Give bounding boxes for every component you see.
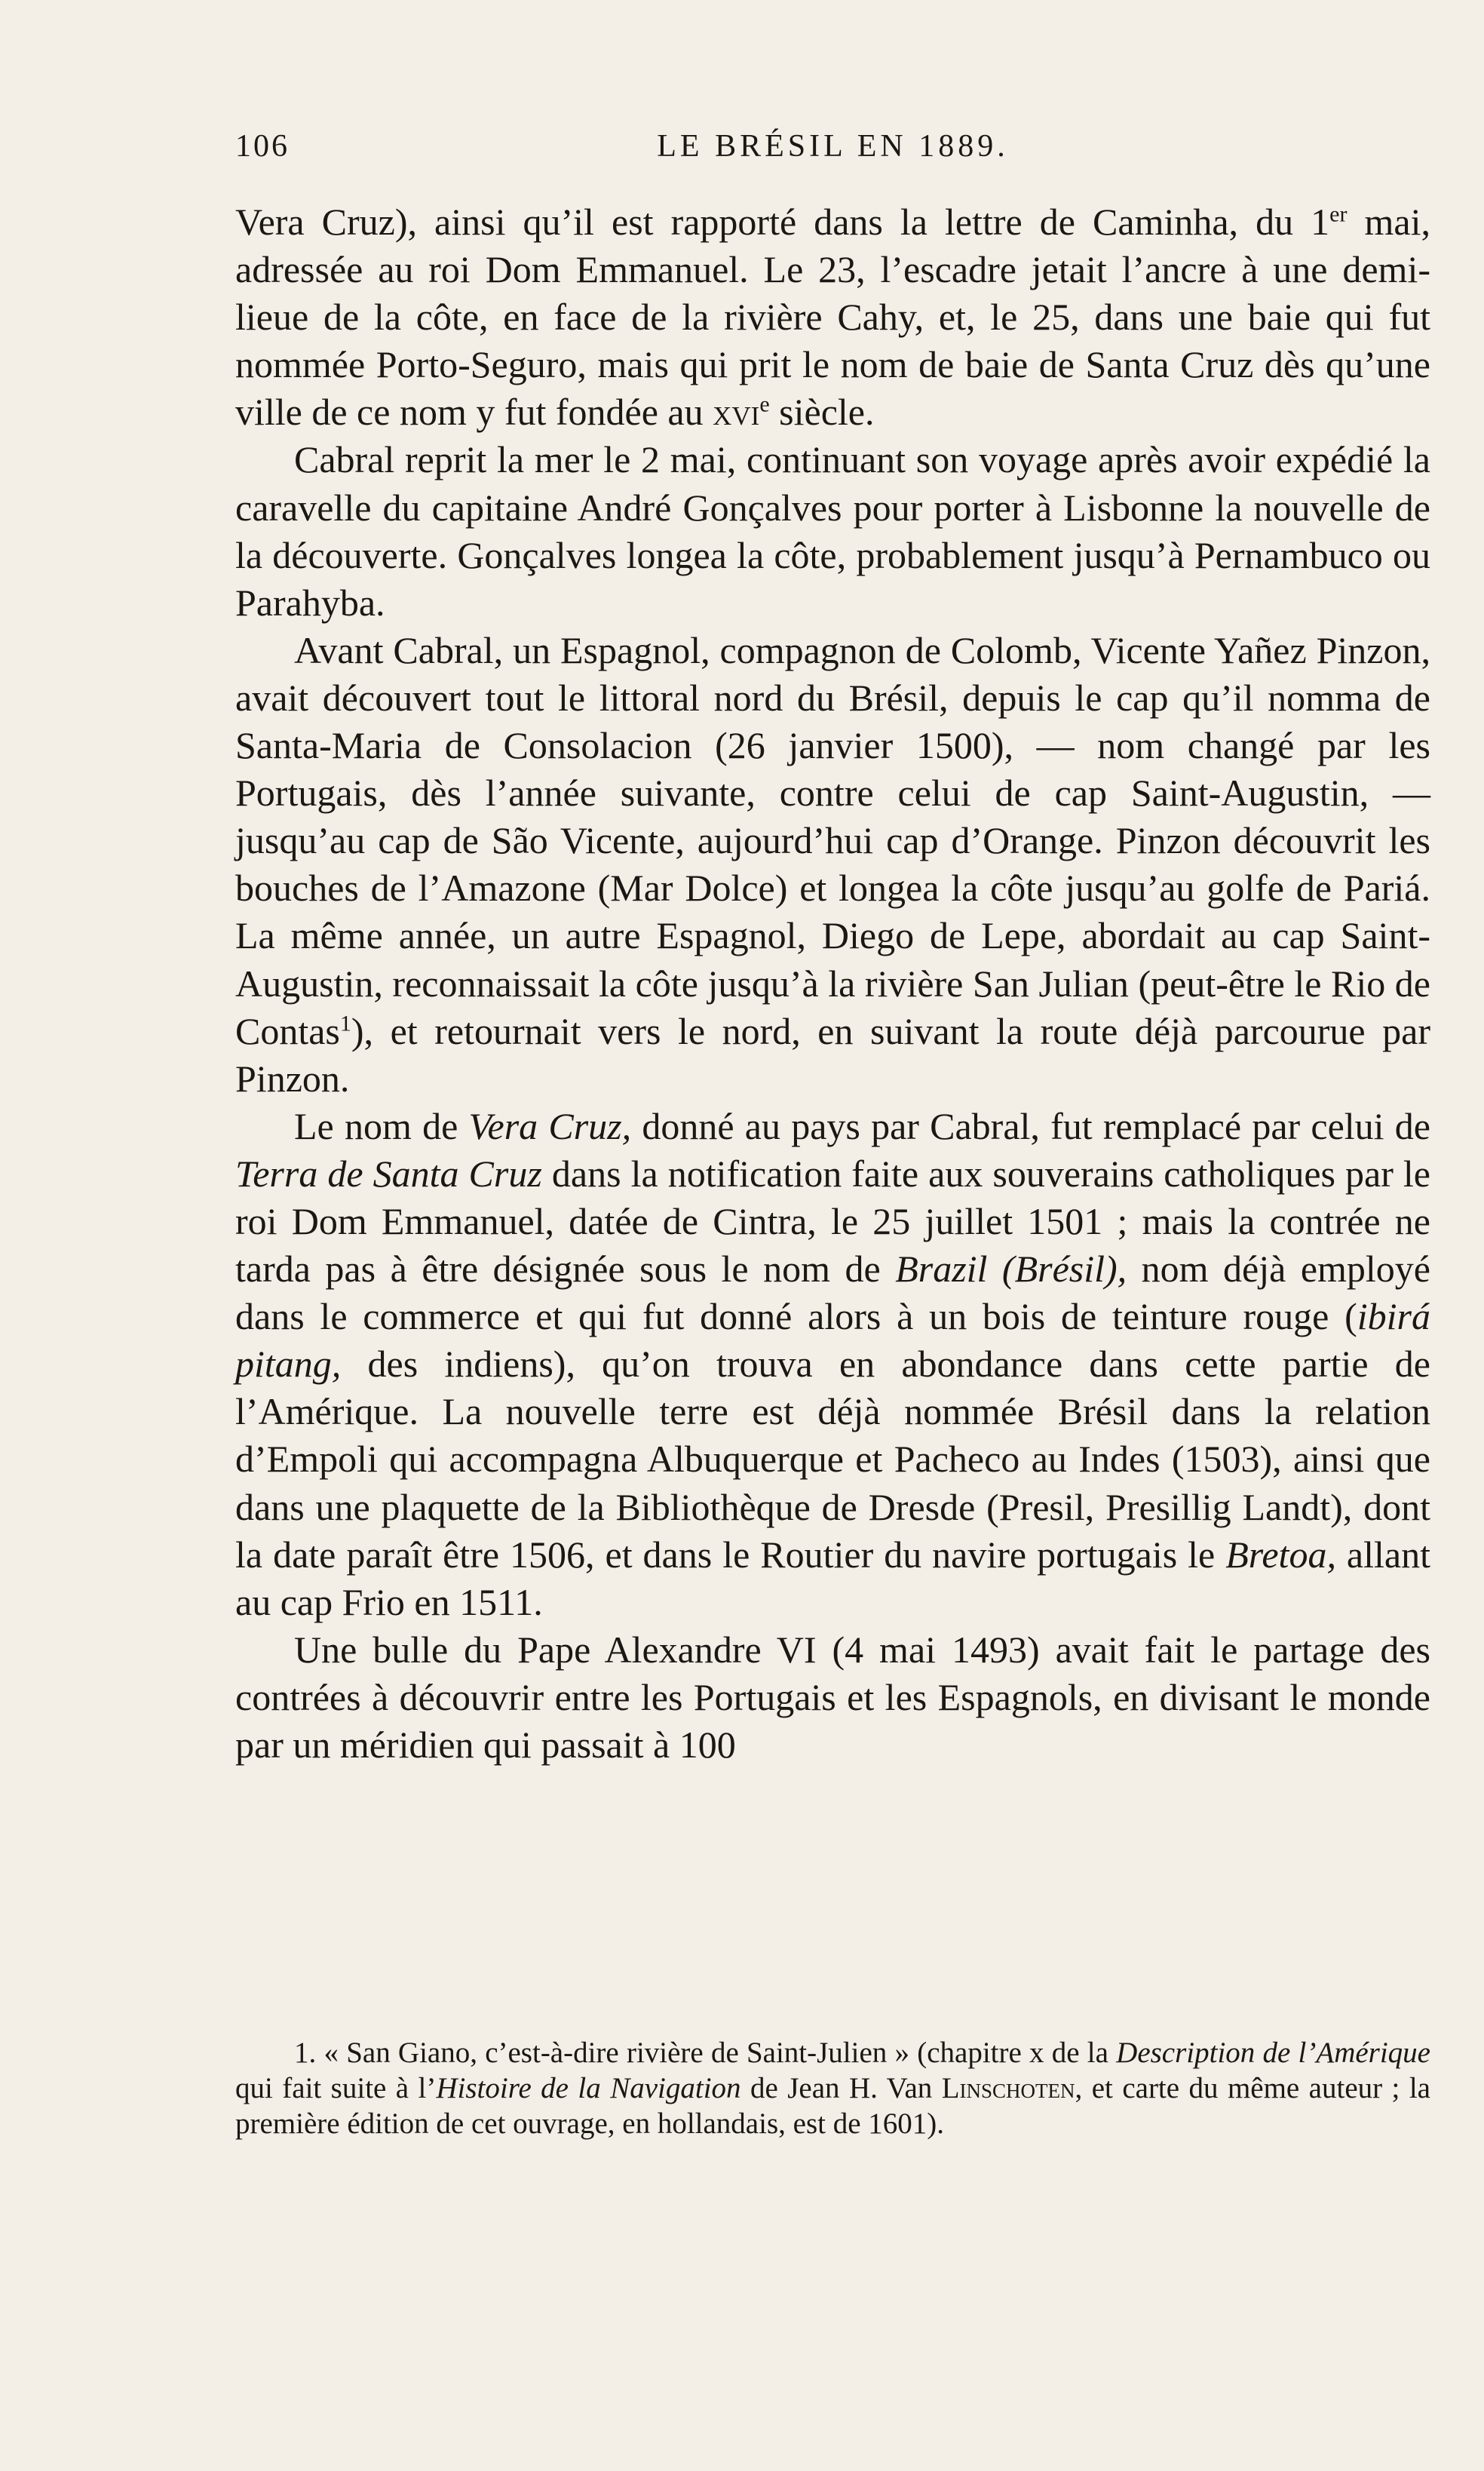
paragraph-5: Une bulle du Pape Alexandre VI (4 mai 1493) avait fait le partage des contrées à découvrir entre les Portugais et les Espagnols, en divisant le monde par un méridien qui passait à 100 — [235, 1628, 1430, 1766]
body-text — [235, 198, 1430, 1769]
paragraph-2: Cabral reprit la mer le 2 mai, continuant son voyage après avoir expédié la caravelle du capitaine André Gonçalves pour porter à Lisbonne la nouvelle de la découverte. Gonçalves longea la côte, probablement jusqu’à Pernambuco ou Parahyba. — [235, 438, 1430, 624]
century-numeral: xvi — [713, 391, 760, 434]
footnote-reference: 1 — [339, 1010, 351, 1036]
page-number: 106 — [235, 129, 290, 164]
footnotes — [235, 2035, 1430, 2141]
paragraph-4: Le nom de Vera Cruz, donné au pays par Cabral, fut remplacé par celui de Terra de Santa Cruz dans la notification faite aux souverains catholiques par le roi Dom Emmanuel, datée de Cintra, le 25 juillet 1501 ; mais la contrée ne tarda pas à être désignée sous le nom de Brazil (Brésil), nom déjà employé dans le commerce et qui fut donné alors à un bois de teinture rouge (ibirá pitang, des indiens), qu’on trouva en abondance dans cette partie de l’Amérique. La nouvelle terre est déjà nommée Brésil dans la relation d’Empoli qui accompagna Albuquerque et Pacheco au Indes (1503), ainsi que dans une plaquette de la Bibliothèque de Dresde (Presil, Presillig Landt), dont la date paraît être 1506, et dans le Routier du navire portugais le Bretoa, allant au cap Frio en 1511. — [235, 1104, 1430, 1623]
footnote-1: 1. « San Giano, c’est-à-dire rivière de Saint-Julien » (chapitre x de la Description de l’Amérique qui fait suite à l’Histoire de la Navigation de Jean H. Van Linschoten, et carte du même auteur ; la première édition de cet ouvrage, en hollandais, est de 1601). — [235, 2037, 1430, 2140]
paragraph-1: Vera Cruz), ainsi qu’il est rapporté dans la lettre de Caminha, du 1er mai, adressée au roi Dom Emmanuel. Le 23, l’escadre jetait l’ancre à une demi-lieue de la côte, en face de la rivière Cahy, et, le 25, dans une baie qui fut nommée Porto-Seguro, mais qui prit le nom de baie de Santa Cruz dès qu’une ville de ce nom y fut fondée au xvi$^e$ siècle. — [235, 201, 1430, 434]
running-title: LE BRÉSIL EN 1889. — [657, 129, 1009, 164]
paragraph-3: Avant Cabral, un Espagnol, compagnon de Colomb, Vicente Yañez Pinzon, avait découvert tout le littoral nord du Brésil, depuis le cap qu’il nomma de Santa-Maria de Consolacion (26 janvier 1500), — nom changé par les Portugais, dès l’année suivante, contre celui de cap Saint-Augustin, — jusqu’au cap de São Vicente, aujourd’hui cap d’Orange. Pinzon découvrit les bouches de l’Amazone (Mar Dolce) et longea la côte jusqu’au golfe de Pariá. La même année, un autre Espagnol, Diego de Lepe, abordait au cap Saint-Augustin, reconnaissait la côte jusqu’à la rivière San Julian (peut-être le Rio de Contas$^1$), et retournait vers le nord, en suivant la route déjà parcourue par Pinzon. — [235, 628, 1430, 1100]
ordinal-superscript: er — [1329, 201, 1348, 227]
running-head — [235, 128, 1430, 173]
author-name: Linschoten — [941, 2072, 1075, 2104]
